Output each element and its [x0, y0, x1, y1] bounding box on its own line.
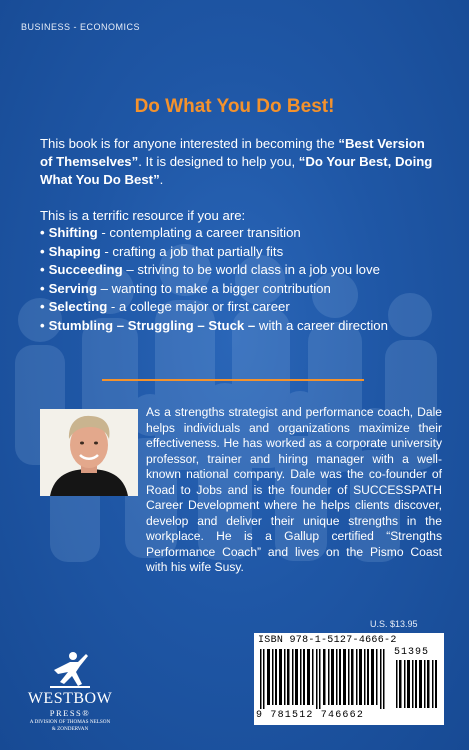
barcode-digits: 9 781512 746662	[256, 710, 365, 721]
list-item-desc: with a career direction	[255, 317, 388, 333]
reader-figure-icon	[48, 650, 92, 690]
list-item-term: Serving	[48, 280, 97, 296]
bullet-icon: •	[40, 225, 45, 240]
barcode-addon-bars-icon	[396, 660, 438, 708]
list-item	[40, 298, 460, 317]
list-item	[40, 224, 460, 243]
list-item	[40, 280, 460, 299]
barcode-bars-icon	[260, 649, 388, 709]
isbn-barcode	[254, 633, 444, 725]
list-item-desc: - a college major or first career	[107, 299, 290, 315]
publisher-logo	[20, 650, 120, 740]
list-item-desc: – wanting to make a bigger contribution	[97, 280, 331, 296]
list-item	[40, 261, 460, 280]
list-item-desc: – striving to be world class in a job you love	[122, 262, 380, 278]
intro-text-2: . It is designed to help you,	[138, 154, 299, 169]
intro-paragraph	[40, 135, 440, 189]
list-item-desc: - contemplating a career transition	[97, 225, 301, 240]
list-item	[40, 317, 460, 336]
intro-text-3: .	[159, 172, 164, 187]
author-photo	[40, 409, 138, 496]
section-divider	[102, 379, 364, 381]
intro-quote-2: “Do Your Best, Doing What You Do Best”	[40, 154, 433, 187]
list-item-term: Succeeding	[48, 262, 123, 278]
bullet-icon: •	[40, 299, 45, 315]
publisher-division-line-2: & ZONDERVAN	[51, 725, 89, 732]
publisher-division-line-1: A DIVISION OF THOMAS NELSON	[29, 719, 111, 725]
publisher-division	[20, 719, 120, 732]
list-item-term: Selecting	[48, 299, 108, 315]
headline: Do What You Do Best!	[134, 96, 335, 117]
author-portrait-icon	[40, 409, 138, 496]
list-item-term: Shifting	[48, 225, 98, 240]
author-bio: As a strengths strategist and performance coach, Dale helps individuals and organizations maximize their effectiveness. He has worked as a corporate university professor, trainer and hiring manager with a well-known national company. Dale was the co-founder of Road to Jobs and is the founder of SUCCESSPATH Career Development where he helps clients discover, develop and deliver their unique strengths in the workplace. He is a Gallup certified “Strengths Performance Coach” and lives on the Pismo Coast with his wife Susy.	[146, 405, 442, 574]
publisher-sub: PRESS®	[49, 708, 91, 718]
price-label: U.S. $13.95	[370, 619, 418, 629]
bullet-icon: •	[40, 280, 45, 296]
barcode-addon-digits: 51395	[394, 647, 430, 658]
list-item-term: Shaping	[48, 243, 101, 259]
intro-text-1: This book is for anyone interested in becoming the	[40, 136, 339, 151]
isbn-text: ISBN 978-1-5127-4666-2	[258, 635, 397, 646]
bullet-icon: •	[40, 317, 45, 333]
intro-quote-1: “Best Version of Themselves”	[40, 136, 425, 169]
list-item-term: Stumbling – Struggling – Stuck –	[48, 317, 256, 333]
bullet-icon: •	[40, 243, 45, 259]
list-item	[40, 243, 460, 262]
publisher-name: WESTBOW	[27, 690, 113, 707]
bullet-icon: •	[40, 262, 45, 278]
list-item-desc: - crafting a job that partially fits	[100, 243, 284, 259]
audience-list	[40, 224, 460, 336]
category-label: BUSINESS - ECONOMICS	[21, 22, 141, 32]
list-lead: This is a terrific resource if you are:	[40, 208, 246, 223]
